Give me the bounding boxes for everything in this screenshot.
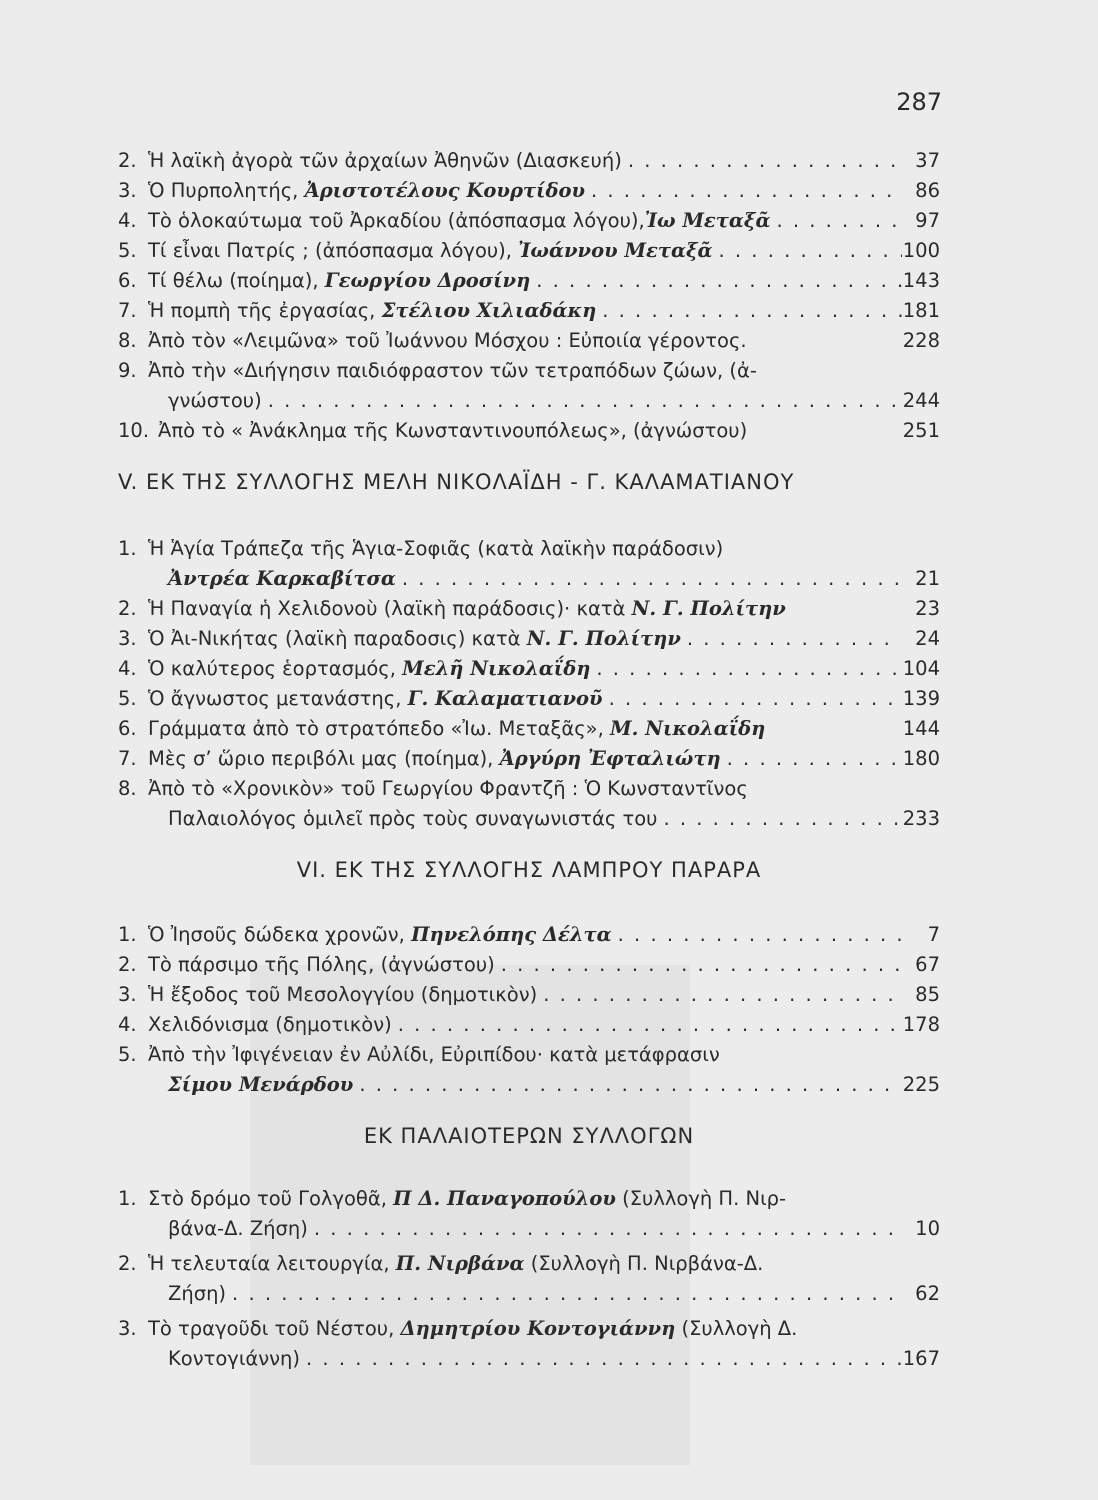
entry-page: 178 [902, 1013, 940, 1036]
leader-dots [396, 564, 902, 594]
entry-page: 10 [915, 1217, 940, 1240]
entry-author: Πηνελόπης Δέλτα [411, 923, 612, 946]
entry-number: 2. [118, 953, 137, 976]
entry-number: 5. [118, 687, 137, 710]
entry-author: Στέλιου Χιλιαδάκη [381, 299, 597, 322]
toc-entry [118, 980, 940, 1010]
entry-title-continued: Ζήση) [168, 1282, 227, 1305]
entry-author: Δημητρίου Κοντογιάννη [400, 1317, 676, 1340]
leader-dots [657, 804, 902, 834]
leader-dots [590, 654, 902, 684]
entry-author: Ν. Γ. Πολίτην [631, 597, 786, 620]
leader-dots [770, 206, 902, 236]
leader-dots [681, 624, 902, 654]
entry-page: 23 [915, 597, 940, 620]
entry-source: (Συλλογὴ Π. Νιρ- [622, 1187, 787, 1210]
toc-entry [118, 1010, 940, 1040]
entry-page: 180 [902, 747, 940, 770]
entry-title-continued: βάνα-Δ. Ζήση) [168, 1217, 308, 1240]
entry-title: Ἡ λαϊκὴ ἀγορὰ τῶν ἀρχαίων Ἀθηνῶν (Διασκευή) [148, 149, 622, 172]
entry-page: 139 [902, 687, 940, 710]
leader-dots [530, 266, 902, 296]
section-title: ΕΚ ΠΑΛΑΙΟΤΕΡΩΝ ΣΥΛΛΟΓΩΝ [363, 1124, 695, 1148]
toc-entry [118, 1040, 940, 1100]
entry-title: Τί θέλω (ποίημα), [148, 269, 319, 292]
entry-title: Ἀπὸ τὸ « Ἀνάκλημα τῆς Κωνσταντινουπόλεως», (ἀγνώστου) [158, 419, 748, 442]
entry-title: Ὁ Ἀι-Νικήτας (λαϊκὴ παραδοσις) κατὰ [148, 627, 521, 650]
entry-number: 4. [118, 209, 137, 232]
toc-entry [118, 654, 940, 684]
entry-author: Ἀριστοτέλους Κουρτίδου [304, 179, 586, 202]
entry-number: 8. [118, 777, 137, 800]
entry-page: 104 [902, 657, 940, 680]
entry-number: 2. [118, 1252, 137, 1275]
entry-number: 5. [118, 239, 137, 262]
entry-title: Ἡ Παναγία ἡ Χελιδονοὺ (λαϊκὴ παράδοσις)· κατὰ [148, 597, 626, 620]
leader-dots [300, 1344, 902, 1374]
entry-page: 21 [915, 567, 940, 590]
toc-entry [118, 684, 940, 714]
toc-entry [118, 774, 940, 834]
entry-page: 100 [902, 239, 940, 262]
entry-title: Στὸ δρόμο τοῦ Γολγοθᾶ, [148, 1187, 387, 1210]
entry-title: Τὸ ὁλοκαύτωμα τοῦ Ἀρκαδίου (ἀπόσπασμα λόγου), [148, 209, 645, 232]
entry-title: Τί εἶναι Πατρίς ; (ἀπόσπασμα λόγου), [148, 239, 512, 262]
toc-entry [118, 1184, 940, 1244]
toc-entry [118, 356, 940, 416]
entry-author: Σίμου Μενάρδου [168, 1073, 354, 1096]
leader-dots [495, 950, 902, 980]
leader-dots [226, 1279, 902, 1309]
entry-number: 3. [118, 983, 137, 1006]
entry-page: 251 [902, 419, 940, 442]
entry-number: 1. [118, 1187, 137, 1210]
entry-author: Γ. Καλαματιανοῦ [407, 687, 603, 710]
entry-title: Μὲς σ’ ὥριο περιβόλι μας (ποίημα), [148, 747, 494, 770]
entry-author: Μ. Νικολαΐδη [610, 717, 766, 740]
leader-dots [612, 920, 902, 950]
toc-entry [118, 146, 940, 176]
toc-entry [118, 176, 940, 206]
toc-entry [118, 236, 940, 266]
entry-author: Ἰωάννου Μεταξᾶ [518, 239, 713, 262]
entry-title: Ἀπὸ τὸ «Χρονικὸν» τοῦ Γεωργίου Φραντζῆ : Ὁ Κωνσταντῖνος [148, 777, 748, 800]
toc-entry [118, 296, 940, 326]
entry-title: Ὁ Ἰησοῦς δώδεκα χρονῶν, [148, 923, 405, 946]
toc-entry [118, 950, 940, 980]
leader-dots [353, 1070, 902, 1100]
entry-page: 233 [902, 807, 940, 830]
leader-dots [622, 146, 902, 176]
entry-number: 7. [118, 299, 137, 322]
toc-entry [118, 416, 940, 446]
section-title: VI. ΕΚ ΤΗΣ ΣΥΛΛΟΓΗΣ ΛΑΜΠΡΟΥ ΠΑΡΑΡΑ [296, 858, 762, 882]
entry-author: Ἰω Μεταξᾶ [644, 209, 771, 232]
entry-page: 37 [915, 149, 940, 172]
leader-dots [721, 744, 902, 774]
toc-entry [118, 1314, 940, 1374]
entry-page: 228 [902, 329, 940, 352]
entry-page: 7 [927, 923, 940, 946]
leader-dots [585, 176, 902, 206]
entry-title: Ἡ τελευταία λειτουργία, [148, 1252, 390, 1275]
entry-author: Ἀργύρη Ἐφταλιώτη [499, 747, 721, 770]
toc-entry [118, 534, 940, 594]
entry-title: Ὁ καλύτερος ἑορτασμός, [148, 657, 396, 680]
entry-number: 4. [118, 1013, 137, 1036]
toc-entry [118, 326, 940, 356]
toc-entry [118, 920, 940, 950]
section-title: V. ΕΚ ΤΗΣ ΣΥΛΛΟΓΗΣ ΜΕΛΗ ΝΙΚΟΛΑΪΔΗ - Γ. ΚΑΛΑΜΑΤΙΑΝΟΥ [118, 470, 795, 494]
entry-title: Γράμματα ἀπὸ τὸ στρατόπεδο «Ἰω. Μεταξᾶς», [148, 717, 604, 740]
entry-number: 6. [118, 269, 137, 292]
toc-entry [118, 624, 940, 654]
leader-dots [392, 1010, 902, 1040]
entry-title-continued: Κοντογιάννη) [168, 1347, 301, 1370]
entry-number: 2. [118, 597, 137, 620]
entry-author: Ἀντρέα Καρκαβίτσα [168, 567, 396, 590]
entry-page: 167 [902, 1347, 940, 1370]
entry-title: Ἡ πομπὴ τῆς ἐργασίας, [148, 299, 376, 322]
entry-title: Ἡ Ἁγία Τράπεζα τῆς Ἁγια-Σοφιᾶς (κατὰ λαϊκὴν παράδοσιν) [148, 537, 724, 560]
entry-author: Ν. Γ. Πολίτην [526, 627, 681, 650]
page-number: 287 [896, 88, 942, 116]
entry-number: 1. [118, 537, 137, 560]
toc-entry [118, 206, 940, 236]
entry-page: 225 [902, 1073, 940, 1096]
entry-title: Χελιδόνισμα (δημοτικὸν) [148, 1013, 392, 1036]
entry-number: 3. [118, 1317, 137, 1340]
toc-entry [118, 594, 940, 624]
entry-author: Μελῆ Νικολαΐδη [402, 657, 591, 680]
entry-number: 3. [118, 179, 137, 202]
entry-page: 144 [902, 717, 940, 740]
toc-entry [118, 266, 940, 296]
leader-dots [713, 236, 902, 266]
entry-page: 97 [915, 209, 940, 232]
entry-number: 4. [118, 657, 137, 680]
entry-title: Τὸ πάρσιμο τῆς Πόλης, (ἀγνώστου) [148, 953, 495, 976]
entry-number: 6. [118, 717, 137, 740]
entry-title: Ἀπὸ τὸν «Λειμῶνα» τοῦ Ἰωάννου Μόσχου : Εὐποιία γέροντος. [148, 329, 747, 352]
entry-title: Ὁ Πυρπολητής, [148, 179, 299, 202]
entry-number: 10. [118, 419, 150, 442]
entry-title: Ὁ ἄγνωστος μετανάστης, [148, 687, 402, 710]
entry-title: Ἀπὸ τὴν Ἰφιγένειαν ἐν Αὐλίδι, Εὐριπίδου· κατὰ μετάφρασιν [148, 1043, 720, 1066]
entry-page: 86 [915, 179, 940, 202]
leader-dots [537, 980, 902, 1010]
entry-page: 67 [915, 953, 940, 976]
entry-author: Π Δ. Παναγοπούλου [393, 1187, 616, 1210]
entry-title: Τὸ τραγοῦδι τοῦ Νέστου, [148, 1317, 395, 1340]
leader-dots [262, 386, 902, 416]
entry-page: 181 [902, 299, 940, 322]
entry-number: 2. [118, 149, 137, 172]
leader-dots [596, 296, 902, 326]
leader-dots [308, 1214, 902, 1244]
entry-number: 3. [118, 627, 137, 650]
entry-title-continued: Παλαιολόγος ὁμιλεῖ πρὸς τοὺς συναγωνιστάς του [168, 807, 658, 830]
entry-number: 1. [118, 923, 137, 946]
entry-number: 8. [118, 329, 137, 352]
entry-number: 9. [118, 359, 137, 382]
entry-page: 244 [902, 389, 940, 412]
leader-dots [603, 684, 902, 714]
entry-number: 5. [118, 1043, 137, 1066]
entry-page: 143 [902, 269, 940, 292]
entry-number: 7. [118, 747, 137, 770]
entry-page: 24 [915, 627, 940, 650]
entry-page: 85 [915, 983, 940, 1006]
toc-entry [118, 714, 940, 744]
toc-entry [118, 744, 940, 774]
toc-entry [118, 1249, 940, 1309]
entry-author: Π. Νιρβάνα [395, 1252, 525, 1275]
entry-title: Ἀπὸ τὴν «Διήγησιν παιδιόφραστον τῶν τετραπόδων ζώων, (ἀ- [148, 359, 757, 382]
entry-source: (Συλλογὴ Π. Νιρβάνα-Δ. [530, 1252, 764, 1275]
entry-title-continued: γνώστου) [168, 389, 262, 412]
entry-title: Ἡ ἔξοδος τοῦ Μεσολογγίου (δημοτικὸν) [148, 983, 538, 1006]
entry-author: Γεωργίου Δροσίνη [324, 269, 531, 292]
entry-source: (Συλλογὴ Δ. [681, 1317, 798, 1340]
entry-page: 62 [915, 1282, 940, 1305]
